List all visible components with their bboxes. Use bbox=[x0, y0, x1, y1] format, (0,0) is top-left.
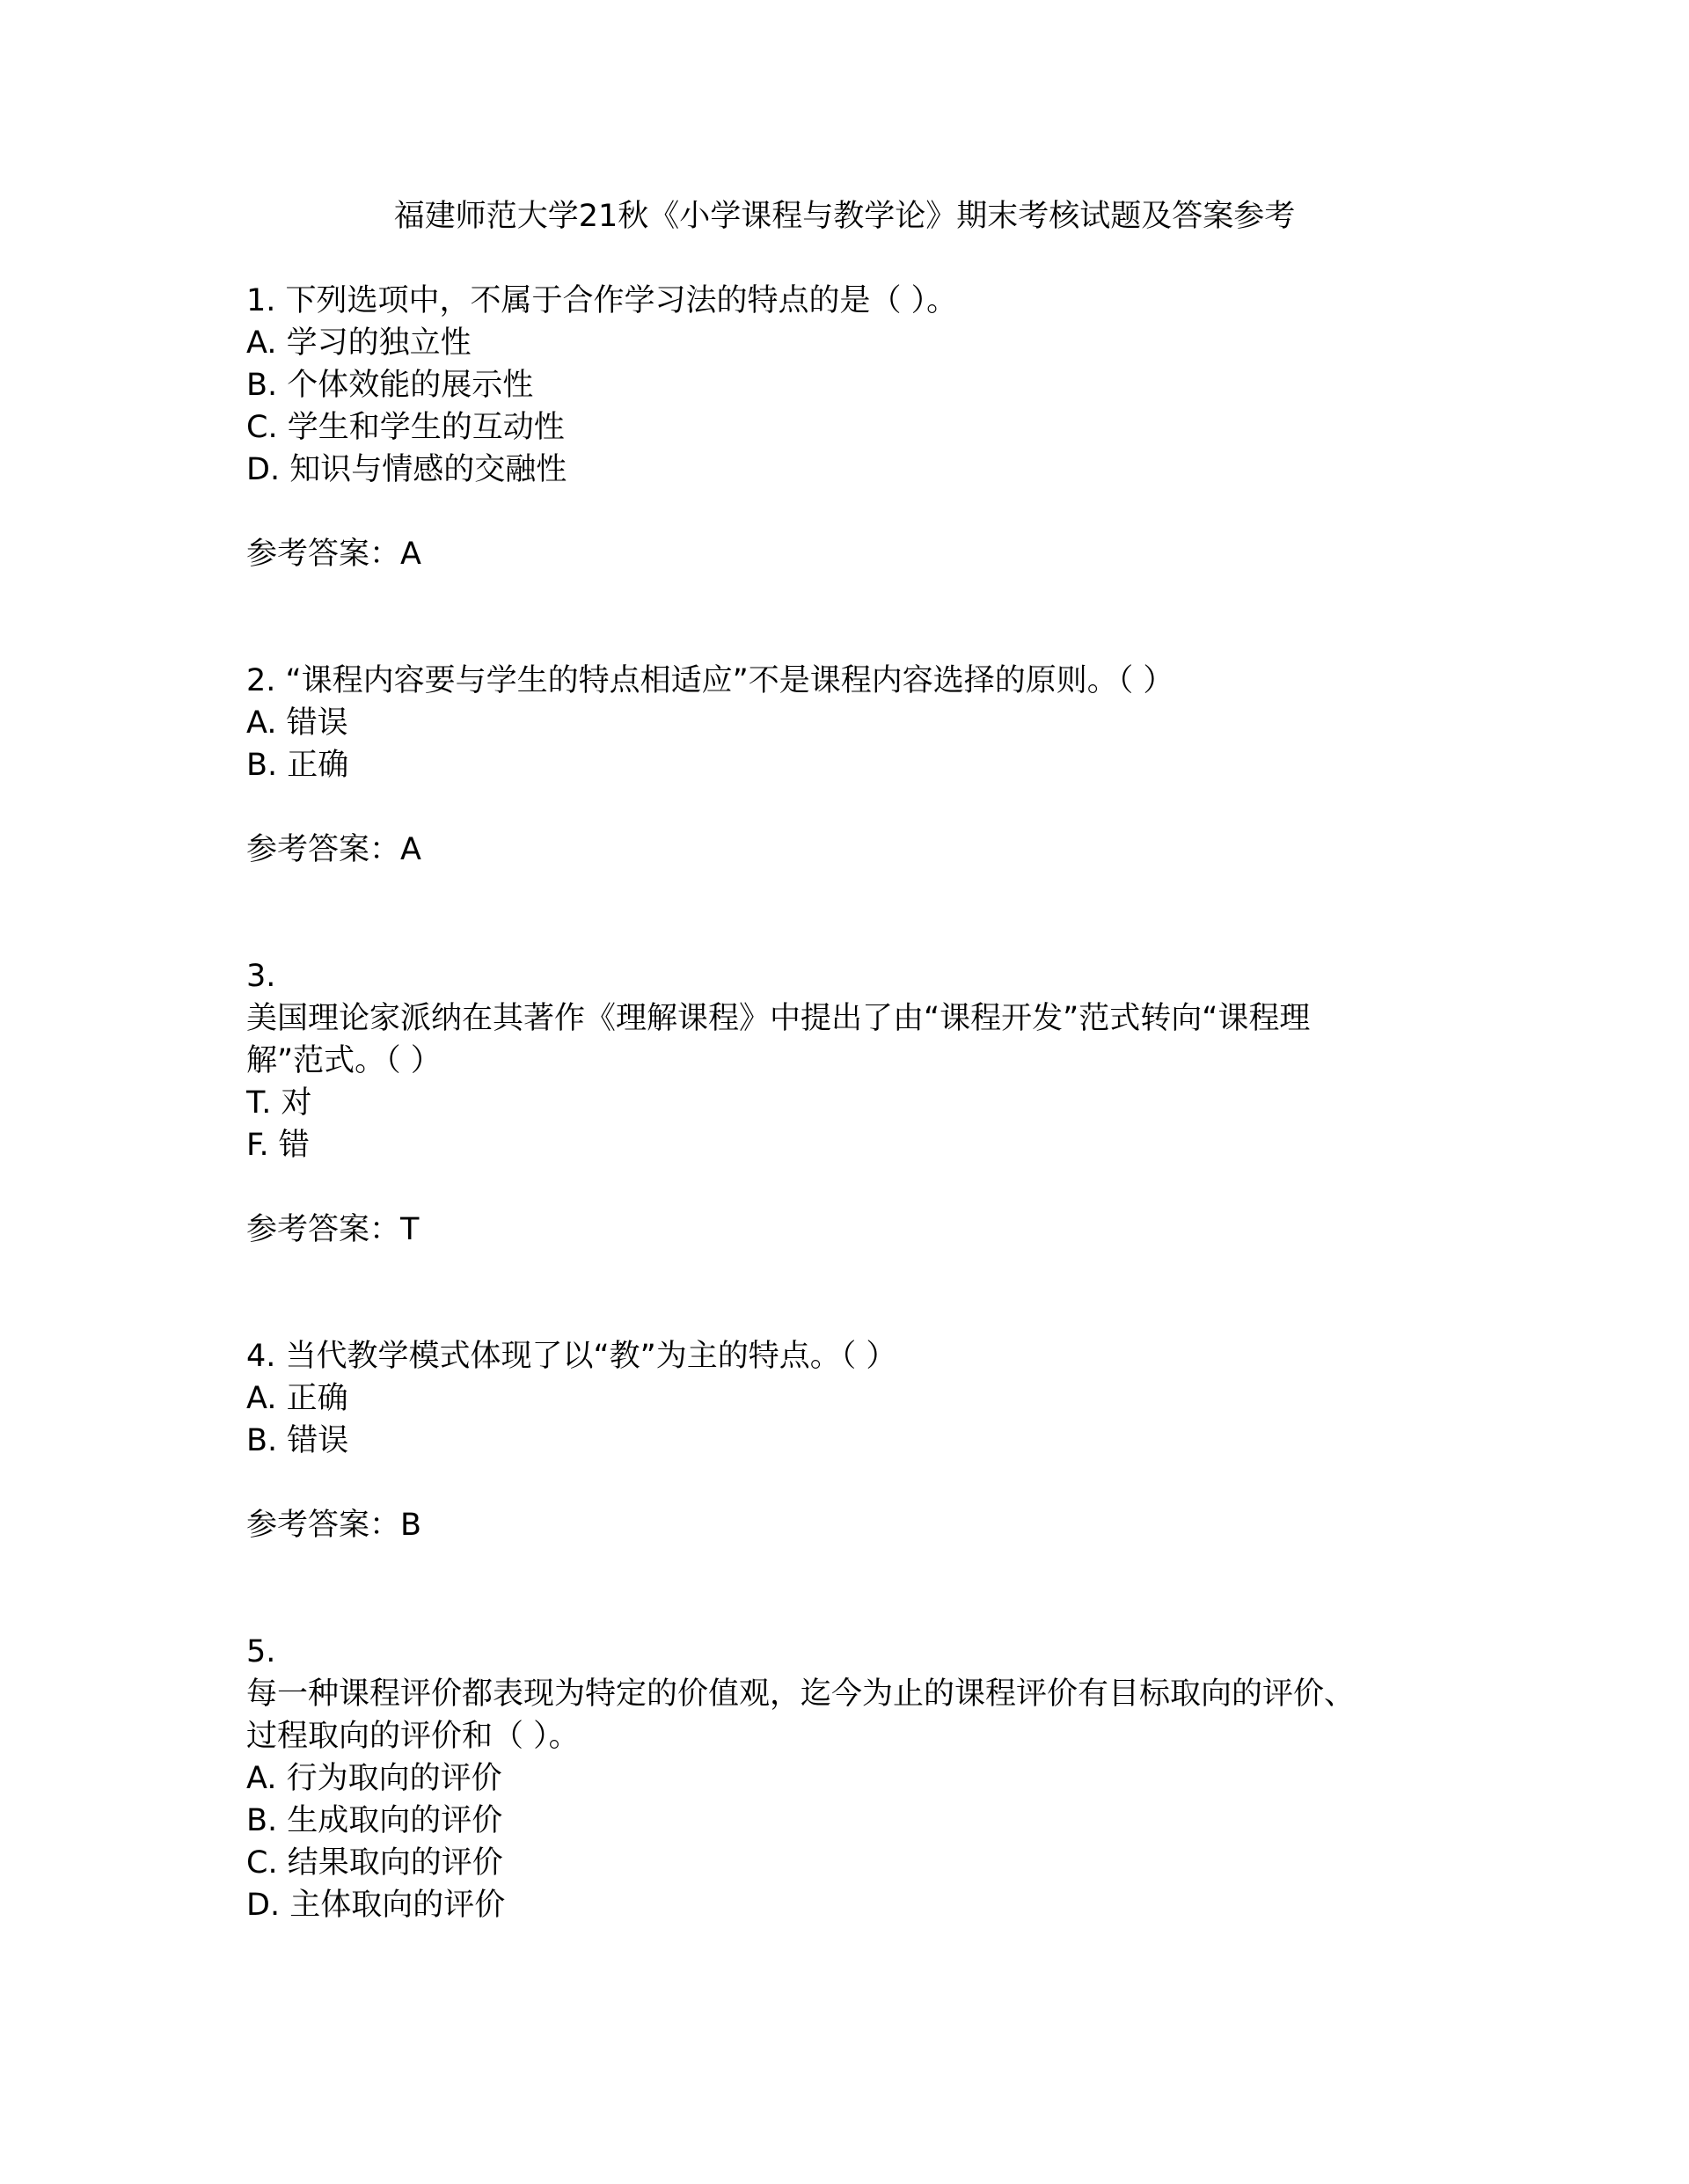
option-d: D. 主体取向的评价 bbox=[246, 1888, 506, 1923]
question-number: 3. bbox=[246, 959, 276, 994]
option-t: T. 对 bbox=[246, 1085, 312, 1121]
option-b: B. 正确 bbox=[246, 748, 349, 783]
question-text: 4. 当代教学模式体现了以“教”为主的特点。（ ） bbox=[246, 1339, 897, 1374]
option-f: F. 错 bbox=[246, 1128, 310, 1163]
document-title: 福建师范大学21秋《小学课程与教学论》期末考核试题及答案参考 bbox=[393, 199, 1296, 234]
question-4 bbox=[246, 1335, 1460, 1546]
option-a: A. 行为取向的评价 bbox=[246, 1761, 502, 1796]
answer-value: A bbox=[400, 537, 421, 572]
reference-answer bbox=[246, 1209, 1460, 1251]
question-number: 5. bbox=[246, 1634, 276, 1669]
option-d: D. 知识与情感的交融性 bbox=[246, 452, 567, 487]
option-b: B. 错误 bbox=[246, 1423, 349, 1458]
answer-label: 参考答案： bbox=[246, 1212, 401, 1247]
question-1 bbox=[246, 280, 1460, 575]
question-5 bbox=[246, 1631, 1460, 1926]
option-a: A. 正确 bbox=[246, 1381, 348, 1416]
answer-value: A bbox=[400, 832, 421, 867]
answer-label: 参考答案： bbox=[246, 537, 401, 572]
option-c: C. 结果取向的评价 bbox=[246, 1845, 503, 1881]
question-3 bbox=[246, 955, 1460, 1251]
option-a: A. 错误 bbox=[246, 705, 348, 741]
option-c: C. 学生和学生的互动性 bbox=[246, 410, 565, 445]
reference-answer bbox=[246, 533, 1460, 575]
reference-answer bbox=[246, 829, 1460, 871]
option-a: A. 学习的独立性 bbox=[246, 325, 472, 361]
question-text: 美国理论家派纳在其著作《理解课程》中提出了由“课程开发”范式转向“课程理 bbox=[246, 1001, 1311, 1036]
question-list bbox=[246, 280, 1460, 1926]
question-text-continued: 过程取向的评价和（ ）。 bbox=[246, 1719, 580, 1754]
question-text: 每一种课程评价都表现为特定的价值观，迄今为止的课程评价有目标取向的评价、 bbox=[246, 1676, 1356, 1712]
answer-label: 参考答案： bbox=[246, 832, 401, 867]
question-text-continued: 解”范式。（ ） bbox=[246, 1043, 442, 1078]
question-2 bbox=[246, 660, 1460, 871]
option-b: B. 生成取向的评价 bbox=[246, 1803, 503, 1838]
reference-answer bbox=[246, 1504, 1460, 1546]
answer-value: B bbox=[400, 1508, 422, 1543]
answer-label: 参考答案： bbox=[246, 1508, 401, 1543]
answer-value: T bbox=[400, 1212, 420, 1247]
option-b: B. 个体效能的展示性 bbox=[246, 368, 534, 403]
question-text: 2. “课程内容要与学生的特点相适应”不是课程内容选择的原则。（ ） bbox=[246, 663, 1174, 698]
question-text: 1. 下列选项中，不属于合作学习法的特点的是（ ）。 bbox=[246, 283, 958, 318]
